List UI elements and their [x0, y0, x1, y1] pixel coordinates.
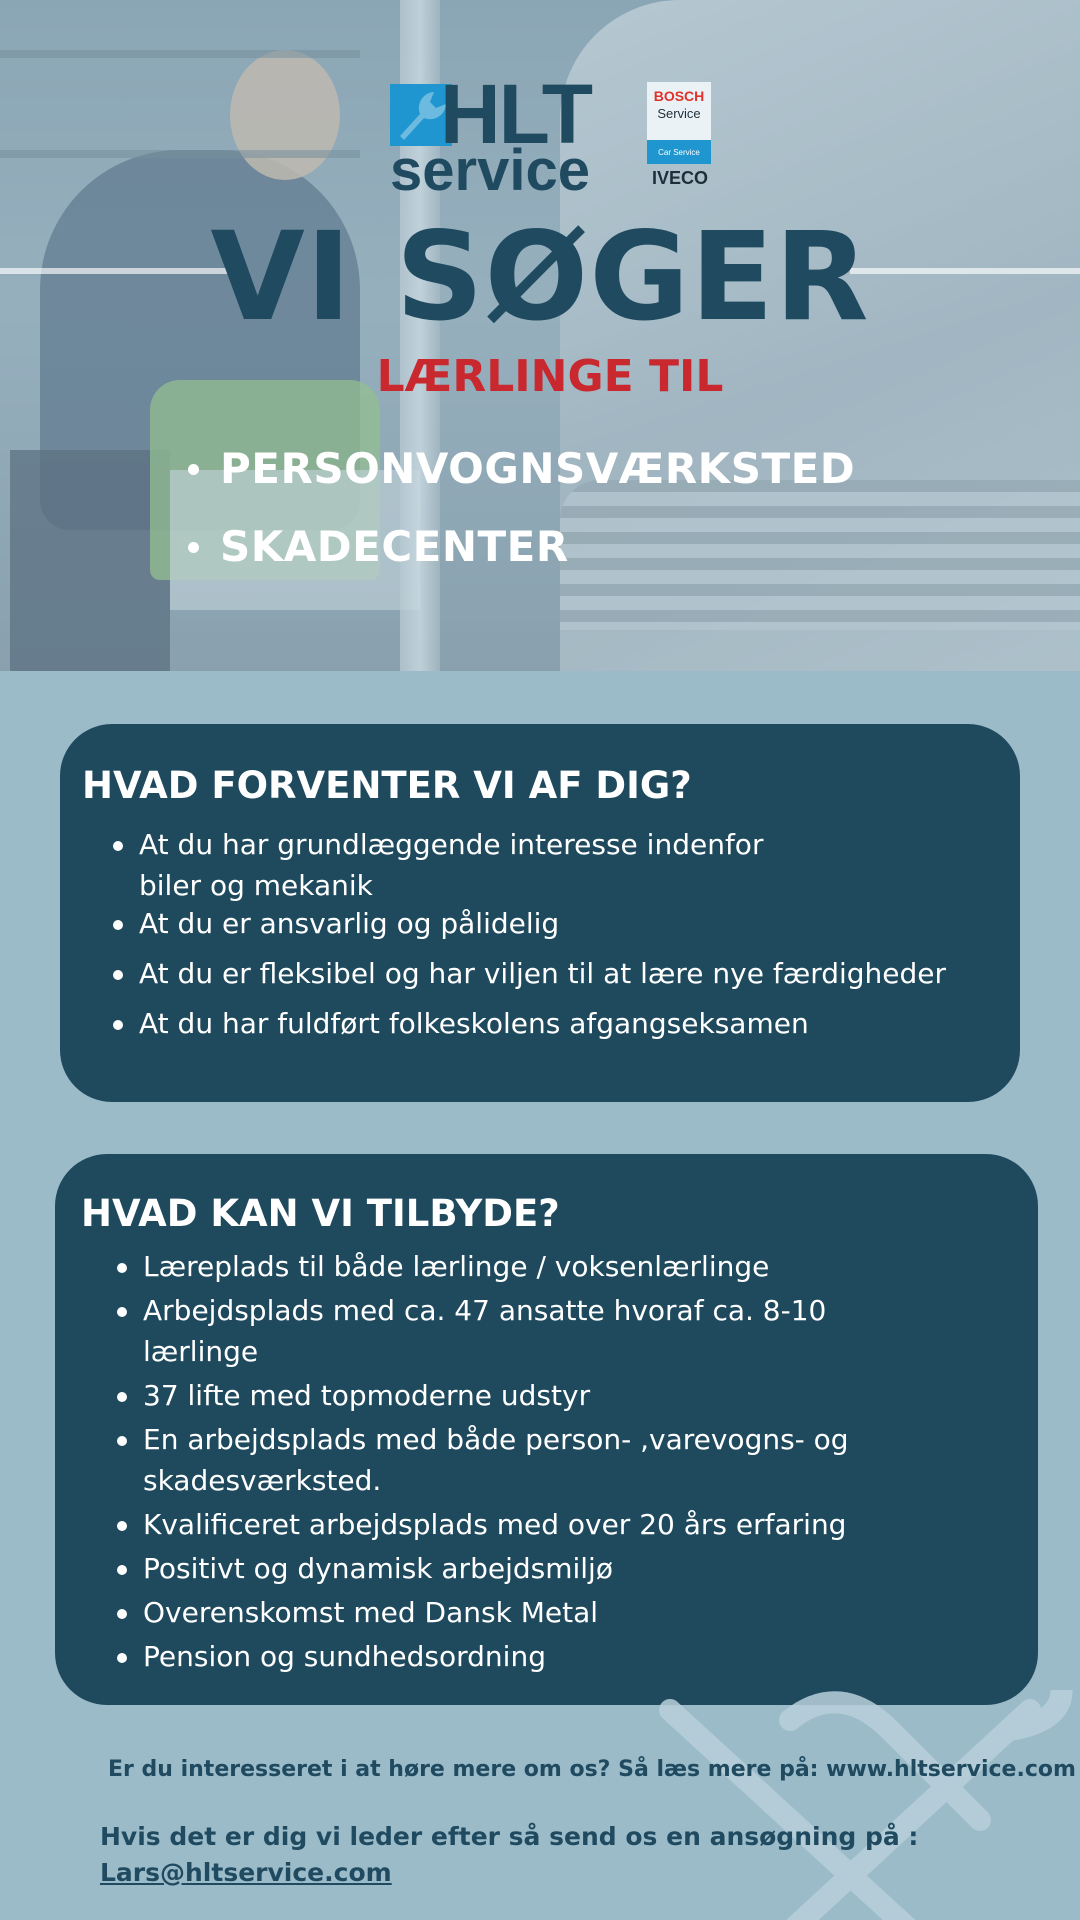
- position-item: SKADECENTER: [188, 508, 855, 586]
- offer-list: [143, 1246, 1023, 1680]
- apply-text: Hvis det er dig vi leder efter så send os en ansøgning på :: [100, 1822, 919, 1851]
- list-item: 37 lifte med topmoderne udstyr: [143, 1375, 1023, 1416]
- logo-hlt-text: HLT: [440, 67, 592, 161]
- position-item: PERSONVOGNSVÆRKSTED: [188, 430, 855, 508]
- list-item: At du er ansvarlig og pålidelig: [139, 903, 999, 944]
- list-item: Overenskomst med Dansk Metal: [143, 1592, 1023, 1633]
- bosch-service-label: Service: [657, 106, 701, 121]
- bosch-service-badge: [647, 82, 711, 164]
- hero-banner: [0, 0, 1080, 671]
- list-item: En arbejdsplads med både person- ,varevogns- og skadesværksted.: [143, 1419, 903, 1501]
- iveco-logo: IVECO: [651, 168, 708, 188]
- offer-card: [55, 1154, 1038, 1705]
- list-item: Kvalificeret arbejdsplads med over 20 års erfaring: [143, 1504, 1023, 1545]
- expectations-list: [139, 824, 999, 1053]
- expectations-title: HVAD FORVENTER VI AF DIG?: [82, 764, 692, 807]
- more-info-text: Er du interesseret i at høre mere om os? Så læs mere på: www.hltservice.com: [108, 1757, 1076, 1782]
- bosch-car-service-label: Car Service: [658, 148, 700, 157]
- list-item: Læreplads til både lærlinge / voksenlærlinge: [143, 1246, 1023, 1287]
- list-item: At du har grundlæggende interesse indenfor biler og mekanik: [139, 824, 829, 906]
- offer-title: HVAD KAN VI TILBYDE?: [81, 1192, 560, 1235]
- email-link[interactable]: Lars@hltservice.com: [100, 1858, 392, 1887]
- tools-watermark-icon: [650, 1690, 1080, 1920]
- headline: VI SØGER: [210, 206, 870, 348]
- subheadline: LÆRLINGE TIL: [376, 351, 724, 402]
- list-item: At du er fleksibel og har viljen til at lære nye færdigheder: [139, 953, 999, 994]
- expectations-card: [60, 724, 1020, 1102]
- list-item: At du har fuldført folkeskolens afgangseksamen: [139, 1003, 999, 1044]
- list-item: Positivt og dynamisk arbejdsmiljø: [143, 1548, 1023, 1589]
- bosch-label: BOSCH: [653, 88, 705, 104]
- list-item: Arbejdsplads med ca. 47 ansatte hvoraf ca. 8-10 lærlinge: [143, 1290, 903, 1372]
- list-item: Pension og sundhedsordning: [143, 1636, 1023, 1677]
- positions-list: [188, 430, 855, 586]
- logo-service-text: service: [390, 138, 590, 203]
